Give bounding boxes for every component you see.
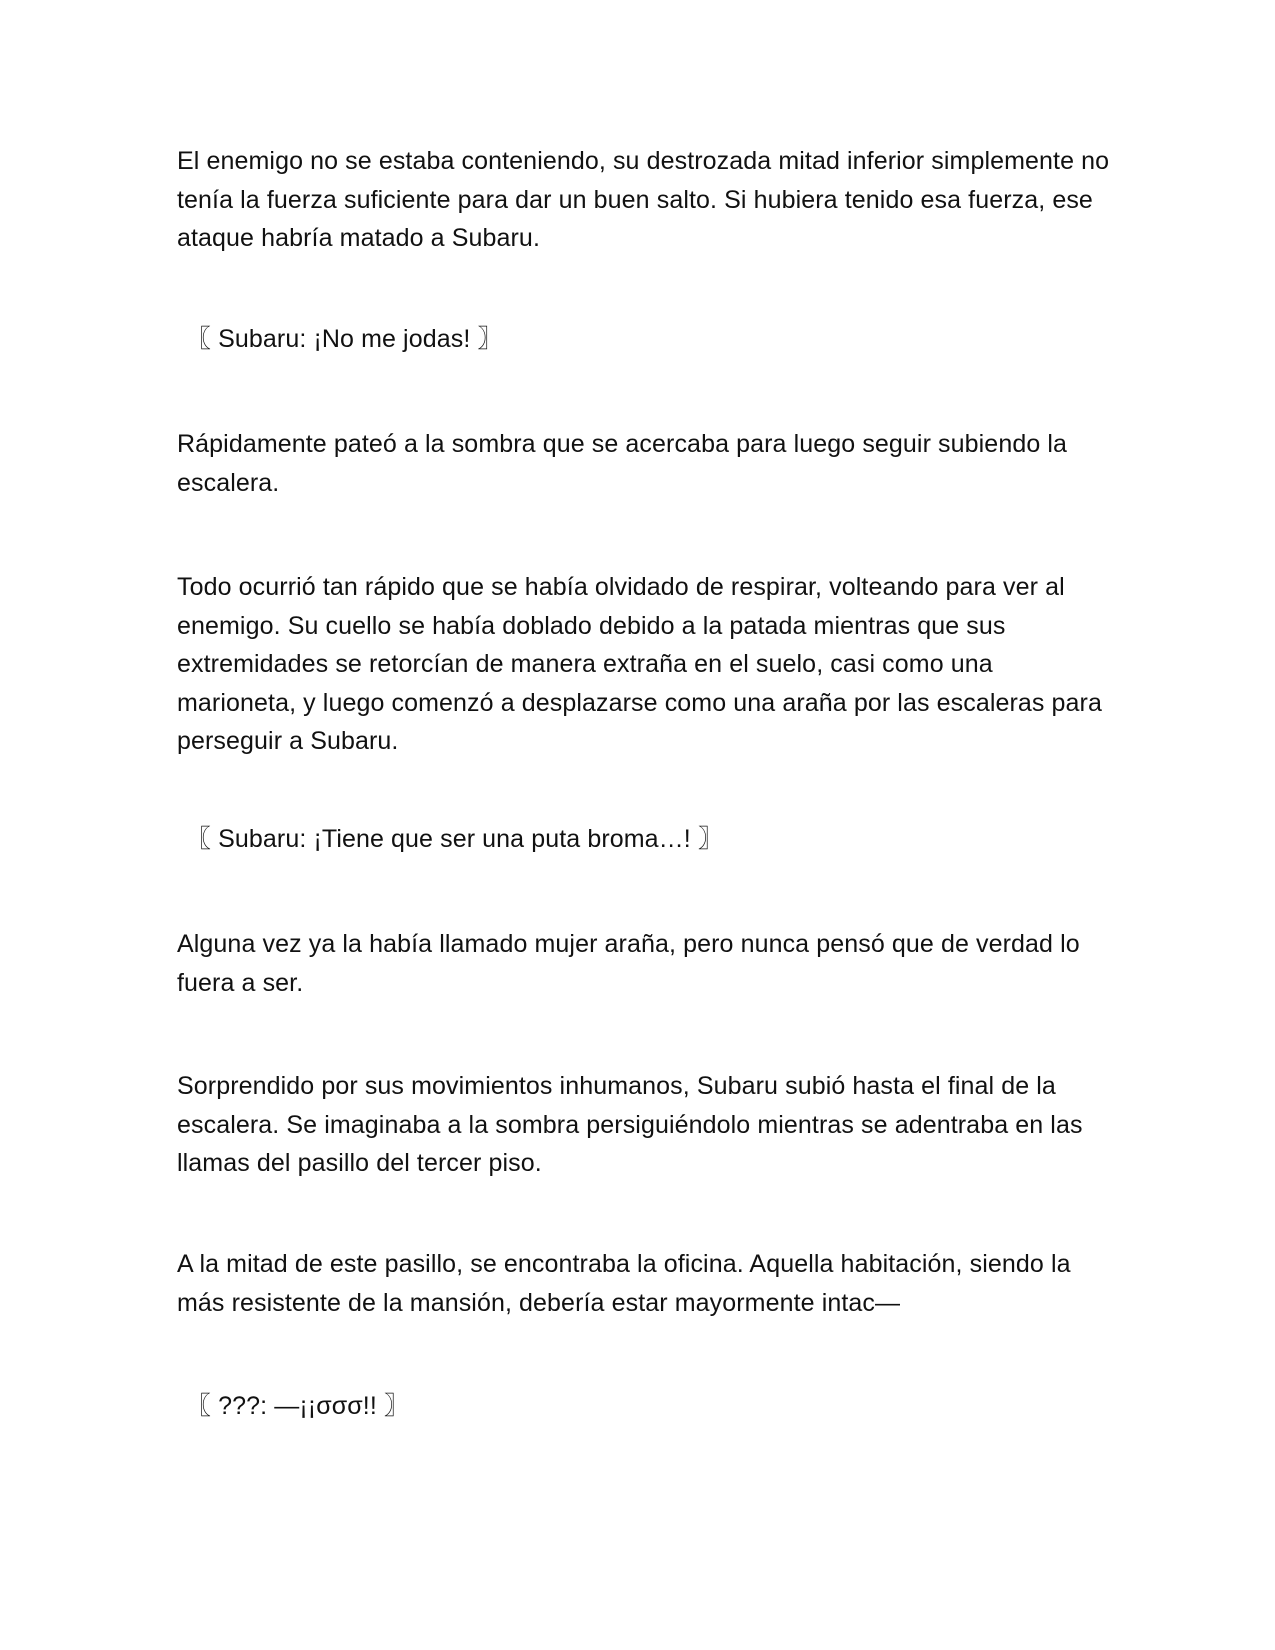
paragraph-kicked-shadow: Rápidamente pateó a la sombra que se acercaba para luego seguir subiendo la escalera. — [177, 430, 1068, 497]
paragraph-third-floor: Sorprendido por sus movimientos inhumanos, Subaru subió hasta el final de la escalera. Se imaginaba a la sombra persiguiéndolo mientras se adentraba en las llamas del pasillo del tercer piso. — [177, 1072, 1083, 1177]
paragraph-office: A la mitad de este pasillo, se encontraba la oficina. Aquella habitación, siendo la más resistente de la mansión, debería estar mayormente intac— — [177, 1250, 1071, 1317]
dialogue-unknown-scream: 〖 ???: —¡¡σσσ!! 〗 — [186, 1392, 410, 1420]
paragraph-spider-movement: Todo ocurrió tan rápido que se había olvidado de respirar, volteando para ver al enemigo. Su cuello se había doblado debido a la patada mientras que sus extremidades se retorcían de manera extraña en el suelo, casi como una marioneta, y luego comenzó a desplazarse como una araña por las escaleras para perseguir a Subaru. — [177, 573, 1102, 755]
dialogue-puta-broma: 〖 Subaru: ¡Tiene que ser una puta broma…! 〗 — [186, 825, 723, 853]
dialogue-no-me-jodas: 〖 Subaru: ¡No me jodas! 〗 — [186, 325, 503, 353]
paragraph-enemy-restraint: El enemigo no se estaba conteniendo, su destrozada mitad inferior simplemente no tenía la fuerza suficiente para dar un buen salto. Si hubiera tenido esa fuerza, ese ataque habría matado a Subaru. — [177, 147, 1110, 252]
paragraph-spider-woman: Alguna vez ya la había llamado mujer araña, pero nunca pensó que de verdad lo fuera a ser. — [177, 930, 1080, 997]
